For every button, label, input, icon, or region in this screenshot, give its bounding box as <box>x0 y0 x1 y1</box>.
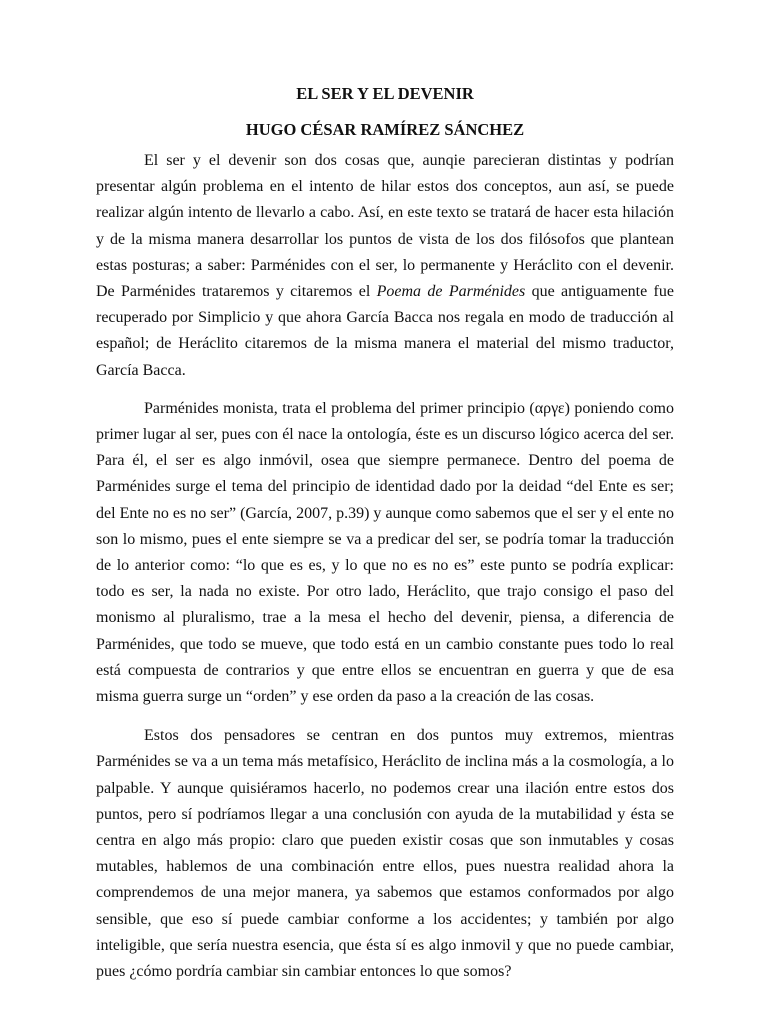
paragraph-2: Parménides monista, trata el problema del primer principio (αργε) poniendo como primer lugar al ser, pues con él nace la ontología, éste es un discurso lógico acerca del ser. Para él, el ser es algo inmóvil, osea que siempre permanece. Dentro del poema de Parménides surge el tema del principio de identidad dado por la deidad “del Ente es ser; del Ente no es no ser” (García, 2007, p.39) y aunque como sabemos que el ser y el ente no son lo mismo, pues el ente siempre se va a predicar del ser, se podría tomar la traducción de lo anterior como: “lo que es es, y lo que no es no es” este punto se podría explicar: todo es ser, la nada no existe. Por otro lado, Heráclito, que trajo consigo el paso del monismo al pluralismo, trae a la mesa el hecho del devenir, piensa, a diferencia de Parménides, que todo se mueve, que todo está en un cambio constante pues todo lo real está compuesta de contrarios y que entre ellos se encuentran en guerra y que de esa misma guerra surge un “orden” y ese orden da paso a la creación de las cosas. <box>96 399 674 706</box>
paragraph-1-text-b: que antiguamente fue recuperado por Simplicio y que ahora García Bacca nos regala en modo de traducción al español; de Heráclito citaremos de la misma manera el material del mismo traductor, García Bacca. <box>96 283 674 379</box>
document-author: HUGO CÉSAR RAMÍREZ SÁNCHEZ <box>245 120 525 139</box>
document-page <box>96 84 674 985</box>
poem-title-italic: Poema de Parménides <box>376 283 526 301</box>
paragraph-3: Estos dos pensadores se centran en dos puntos muy extremos, mientras Parménides se va a un tema más metafísico, Heráclito de inclina más a la cosmología, a lo palpable. Y aunque quisiéramos hacerlo, no podemos crear una ilación entre estos dos puntos, pero sí podríamos llegar a una conclusión con ayuda de la mutabilidad y ésta se centra en algo más propio: claro que pueden existir cosas que son inmutables y cosas mutables, hablemos de una combinación entre ellos, pues nuestra realidad ahora la comprendemos de una mejor manera, ya sabemos que estamos conformados por algo sensible, que eso sí puede cambiar conforme a los accidentes; y también por algo inteligible, que sería nuestra esencia, que ésta sí es algo inmovil y que no puede cambiar, pues ¿cómo pordría cambiar sin cambiar entonces lo que somos? <box>96 727 674 981</box>
paragraph-1-text-a: El ser y el devenir son dos cosas que, aunqie parecieran distintas y podrían presentar algún problema en el intento de hilar estos dos conceptos, aun así, se puede realizar algún intento de llevarlo a cabo. Así, en este texto se tratará de hacer esta hilación y de la misma manera desarrollar los puntos de vista de los dos filósofos que plantean estas posturas; a saber: Parménides con el ser, lo permanente y Heráclito con el devenir. De Parménides trataremos y citaremos el <box>96 152 674 301</box>
document-title: EL SER Y EL DEVENIR <box>296 84 474 103</box>
paragraph-1 <box>96 148 674 384</box>
